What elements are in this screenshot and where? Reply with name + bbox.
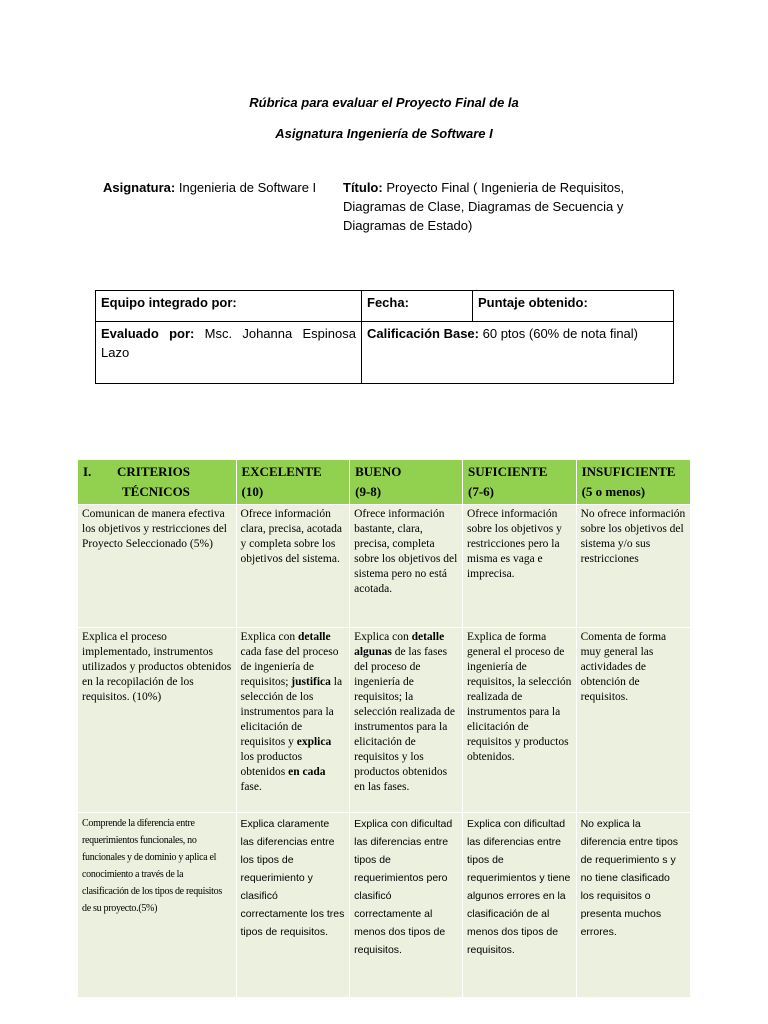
excelente-cell: Explica claramente las diferencias entre los tipos de requerimiento y clasificó correctamente los tres tipos de requisitos. [236,813,350,998]
team-label: Equipo integrado por: [101,295,237,310]
rubric-row-objectives [78,505,691,628]
emphasis-justifica: justifica [291,676,331,688]
header-bueno-range: (9-8) [355,484,382,499]
score-cell [473,291,674,322]
bueno-cell: Explica con dificultad las diferencias entre tipos de requerimientos pero clasificó correctamente al menos dos tipos de requisitos. [350,813,463,998]
text-fragment: Explica con [354,631,412,643]
header-insuficiente [576,460,690,505]
rubric-row-process [78,628,691,813]
project-title-field [343,178,663,235]
document-title-line-2: Asignatura Ingeniería de Software I [275,126,493,141]
date-label: Fecha: [367,295,409,310]
criterion-cell: Comprende la diferencia entre requerimientos funcionales, no funcionales y de dominio y aplica el conocimiento a través de la clasificación de los tipos de requisitos de su proyecto.(5%) [78,813,237,998]
suficiente-cell: Explica con dificultad las diferencias entre tipos de requerimientos y tiene algunos errores en la clasificación de al menos dos tipos de requisitos. [462,813,576,998]
suficiente-cell: Ofrece información sobre los objetivos y restricciones pero la misma es vaga e imprecisa. [462,505,576,628]
excelente-cell [236,628,350,813]
text-fragment: cada fase del proceso de ingeniería de requisitos; [240,646,339,688]
criterion-cell: Comunican de manera efectiva los objetivos y restricciones del Proyecto Seleccionado (5%) [78,505,237,628]
subject-value: Ingenieria de Software I [178,180,317,195]
header-excelente-range: (10) [241,484,264,499]
header-insuficiente-label: INSUFICIENTE [581,464,676,479]
text-fragment: fase. [240,781,262,793]
suficiente-cell: Explica de forma general el proceso de ingeniería de requisitos, la selección realizada de instrumentos para la elicitación de requisitos y productos obtenidos. [462,628,576,813]
header-criteria [78,460,237,505]
document-title-line-1: Rúbrica para evaluar el Proyecto Final de la [249,95,519,110]
base-grade-value: 60 ptos (60% de nota final) [482,326,639,341]
project-title-label: Título: [343,180,383,195]
header-criteria-line1: CRITERIOS [117,464,190,479]
header-insuficiente-range: (5 o menos) [581,484,646,499]
header-suficiente-label: SUFICIENTE [467,464,548,479]
evaluator-label: Evaluado por: [101,326,195,341]
score-label: Puntaje obtenido: [478,295,588,310]
bueno-cell: Ofrece información bastante, clara, precisa, completa sobre los objetivos del sistema pero no está acotada. [350,505,463,628]
evaluator-value: Msc. Johanna Espinosa Lazo [101,326,356,360]
header-suficiente-range: (7-6) [467,484,494,499]
project-title-value: Proyecto Final ( Ingenieria de Requisitos, Diagramas de Clase, Diagramas de Secuencia y Diagramas de Estado) [343,180,625,233]
evaluation-info-table [95,290,674,384]
rubric-table [77,459,691,998]
rubric-header-row [78,460,691,505]
base-grade-cell [362,322,674,384]
header-suficiente [462,460,576,505]
text-fragment: Explica con [240,631,298,643]
base-grade-label: Calificación Base: [367,326,479,341]
excelente-cell: Ofrece información clara, precisa, acotada y completa sobre los objetivos del sistema. [236,505,350,628]
team-cell [96,291,362,322]
header-criteria-line2: TÉCNICOS [122,484,190,499]
subject-field [103,178,316,197]
text-fragment: los productos obtenidos [240,751,303,778]
insuficiente-cell: No ofrece información sobre los objetivos del sistema y/o sus restricciones [576,505,690,628]
header-bueno-label: BUENO [355,464,402,479]
subject-label: Asignatura: [103,180,176,195]
insuficiente-cell: No explica la diferencia entre tipos de requerimiento s y no tiene clasificado los requisitos o presenta muchos errores. [576,813,690,998]
header-excelente-label: EXCELENTE [241,464,322,479]
insuficiente-cell: Comenta de forma muy general las actividades de obtención de requisitos. [576,628,690,813]
bueno-cell [350,628,463,813]
rubric-row-requirements [78,813,691,998]
text-fragment: de las fases del proceso de ingeniería de requisitos; la selección realizada de instrumentos para la elicitación de requisitos y los productos obtenidos en las fases. [354,646,455,793]
evaluator-cell [96,322,362,384]
header-bueno [350,460,463,505]
text-fragment: la selección de los instrumentos para la elicitación de requisitos y [240,676,343,748]
emphasis-explica: explica [296,736,332,748]
date-cell [362,291,473,322]
section-number: I. [83,464,92,479]
header-excelente [236,460,350,505]
emphasis-detalle: detalle [297,631,331,643]
criterion-cell: Explica el proceso implementado, instrumentos utilizados y productos obtenidos en la recopilación de los requisitos. (10%) [78,628,237,813]
emphasis-en-cada: en cada [288,766,326,778]
emphasis-detalle-algunas: detalle algunas [354,631,445,658]
